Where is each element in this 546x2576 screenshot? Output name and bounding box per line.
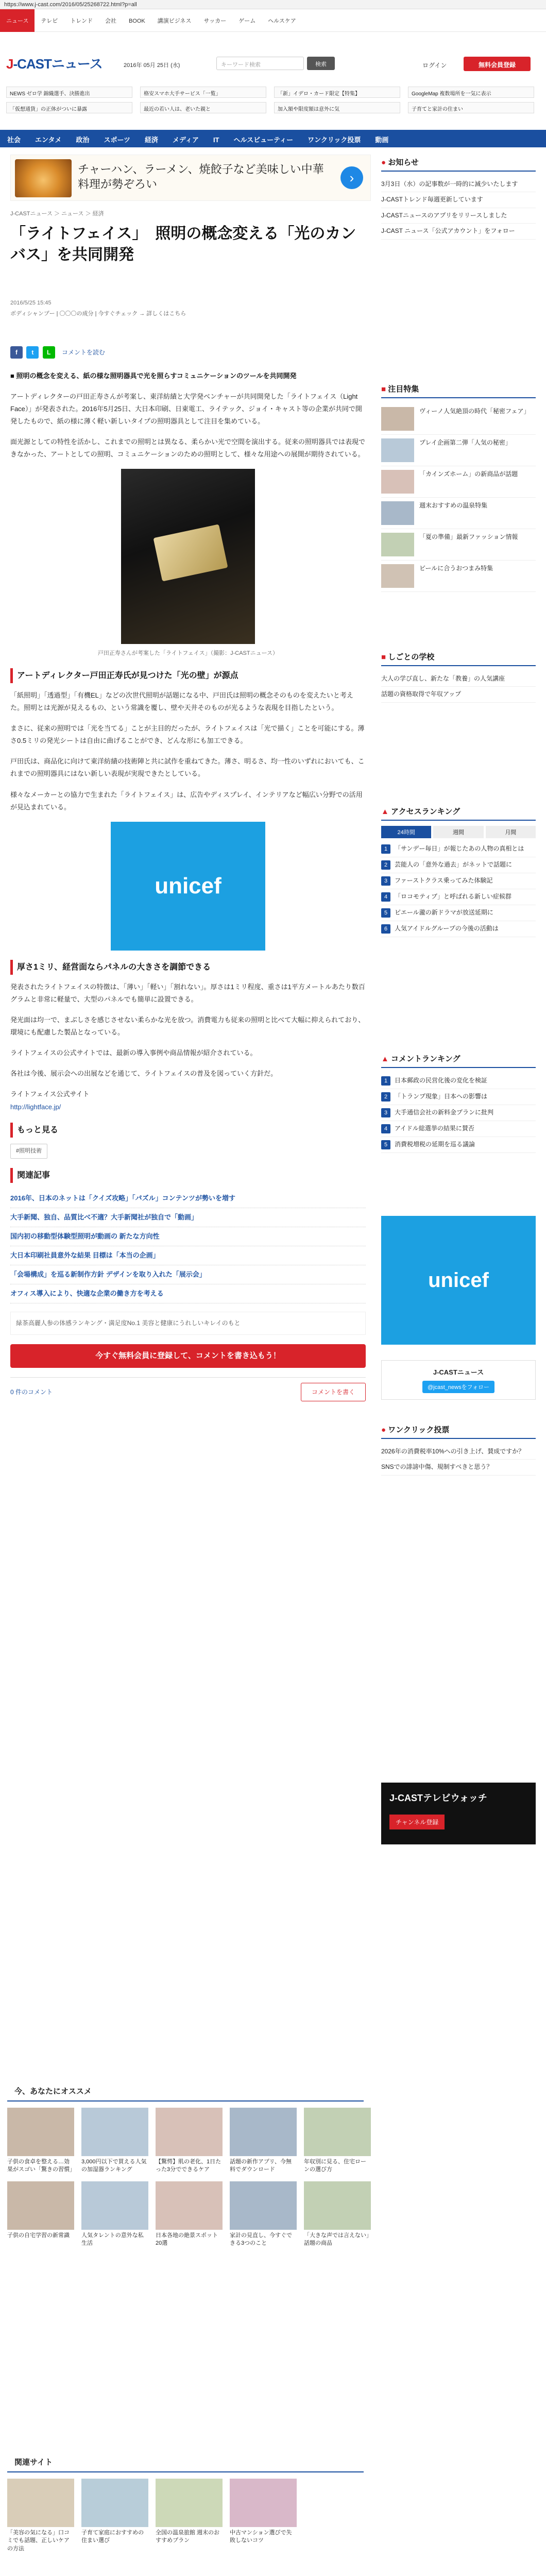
unicef-logo: unicef — [428, 1269, 489, 1292]
notice-item[interactable]: J-CAST ニュース「公式アカウント」をフォロー — [381, 224, 536, 239]
section-heading: アートディレクター戸田正寿氏が見つけた「光の壁」が源点 — [10, 668, 366, 684]
paragraph: 戸田氏は、商品化に向けて東洋紡績の技術陣と共に試作を重ねてきた。薄さ、明るさ、均一性のいずれにおいても、これまでの照明器具にはない新しい表現が実現できたとしている。 — [10, 757, 365, 778]
ranking-title: ピエール瀧の新ドラマが放送延期に — [395, 909, 493, 916]
recommend-title: 【驚愕】肌の老化、1日たった3分でできるケア — [156, 2159, 221, 2173]
recommend-thumb — [304, 2181, 371, 2230]
write-comment-button[interactable]: コメントを書く — [301, 1383, 366, 1401]
recommend-item[interactable] — [81, 2181, 148, 2248]
feature-thumb — [381, 407, 414, 431]
category-nav-item[interactable]: エンタメ — [35, 136, 62, 144]
ranking-heading: ▲ アクセスランキング — [381, 804, 536, 821]
promo-link[interactable]: GoogleMap 複数場所を一気に表示 — [408, 87, 534, 98]
paragraph: 各社は今後、展示会への出展などを通じて、ライトフェイスの普及を図っていく方針だ。 — [10, 1070, 278, 1078]
ranking-title: 日本郵政の民営化後の変化を検証 — [395, 1077, 488, 1084]
school-block — [381, 649, 536, 703]
site-title: 中古マンション選びで失敗しないコツ — [230, 2530, 292, 2544]
comment-ranking-item[interactable] — [381, 1137, 536, 1153]
search-input[interactable]: キーワード検索 — [216, 57, 304, 70]
ranking-title: アイドル総選挙の結果に賛否 — [395, 1125, 474, 1132]
paragraph: ライトフェイスの公式サイトでは、最新の導入事例や商品情報が紹介されている。 — [10, 1049, 257, 1057]
top-nav-item[interactable]: ゲーム — [238, 18, 256, 24]
site-thumb — [81, 2479, 148, 2527]
promo-link[interactable]: 子育てと家計の住まい — [408, 102, 534, 113]
tag[interactable]: #照明技術 — [10, 1144, 47, 1158]
paragraph: まさに、従来の照明では「光を当てる」ことが主目的だったが、ライトフェイスは「光で描く」ことを可能にする。薄さ0.5ミリの発光シートは自由に曲げることができ、どんな形にも加工できる。 — [10, 724, 365, 745]
related-sites — [0, 2452, 371, 2553]
category-nav-item[interactable]: ワンクリック投票 — [308, 136, 361, 144]
header-date: 2016年 05月 25日 (水) — [124, 62, 180, 69]
sites-grid — [0, 2479, 371, 2553]
ranking-title: 「サンデー毎日」が報じたあの人物の真相とは — [395, 845, 524, 852]
register-button[interactable]: 無料会員登録 — [464, 57, 531, 71]
recommend-item[interactable] — [81, 2108, 148, 2174]
related-article-link[interactable]: 「会場構成」を巡る新制作方針 デザインを取り入れた「展示会」 — [10, 1265, 366, 1284]
article-photo[interactable] — [121, 469, 255, 644]
rank-number: 4 — [381, 1124, 390, 1133]
recommend-item[interactable] — [230, 2108, 297, 2174]
logo-text: -CASTニュース — [13, 56, 103, 72]
site-item[interactable] — [81, 2479, 148, 2553]
ranking-title: 人気アイドルグループの今後の活動は — [395, 925, 499, 932]
category-nav-item[interactable]: ヘルスビューティー — [233, 136, 294, 144]
feature-title: 「夏の準備」最新ファッション情報 — [419, 533, 518, 540]
login-link[interactable]: ログイン — [422, 62, 447, 69]
recommend-thumb — [156, 2108, 223, 2156]
recommend-item[interactable] — [7, 2181, 74, 2248]
related-article-link[interactable]: 大日本印刷社員意外な結果 目標は「本当の企画」 — [10, 1246, 366, 1265]
comment-ranking-item[interactable] — [381, 1073, 536, 1089]
site-title: 「美容の気になる」口コミでも話題、正しいケアの方法 — [7, 2530, 70, 2552]
chevron-right-icon[interactable]: › — [340, 166, 363, 189]
article-body — [10, 370, 366, 1401]
related-heading: 関連記事 — [10, 1168, 366, 1183]
recommend-title: 家計の見直し、今すぐできる3つのこと — [230, 2232, 292, 2247]
rank-number: 3 — [381, 1108, 390, 1117]
category-nav-item[interactable]: 社会 — [7, 136, 21, 144]
ranking-item[interactable] — [381, 857, 536, 873]
rank-number: 2 — [381, 1092, 390, 1101]
ranking-item[interactable] — [381, 873, 536, 889]
category-nav — [0, 130, 546, 147]
rank-number: 2 — [381, 860, 390, 870]
feature-item[interactable] — [381, 498, 536, 529]
unicef-ad[interactable] — [111, 822, 265, 951]
school-heading: ■ しごとの学校 — [381, 649, 536, 666]
feature-thumb — [381, 564, 414, 588]
related-article-link[interactable]: 大手新聞、独自、品質比べ不適？大手新聞社が独自で「動画」 — [10, 1208, 366, 1227]
ranking-title: ファーストクラス乗ってみた体験記 — [395, 877, 493, 884]
ranking-title: 消費税増税の延期を巡る議論 — [395, 1141, 475, 1148]
twitter-title: J-CASTニュース — [433, 1368, 484, 1376]
category-nav-item[interactable]: 経済 — [145, 136, 159, 144]
feature-item[interactable] — [381, 403, 536, 435]
publish-date: 2016/5/25 15:45 — [10, 300, 52, 306]
comment-ranking-heading: ▲ コメントランキング — [381, 1051, 536, 1068]
vote-block — [381, 1422, 536, 1476]
recommend-thumb — [304, 2108, 371, 2156]
comment-link[interactable]: コメントを読む — [62, 349, 106, 356]
top-nav-item[interactable]: サッカー — [203, 18, 227, 24]
sites-heading: 関連サイト — [7, 2452, 364, 2472]
recommend-section — [0, 2081, 371, 2248]
search-button[interactable]: 検索 — [307, 57, 335, 70]
official-site-link[interactable]: http://lightface.jp/ — [10, 1103, 61, 1111]
article-lead: ■ 照明の概念を変える、紙の様な照明器具で光を照らすコミュニケーションのツールを共同開発 — [10, 372, 297, 380]
text-ad-row[interactable]: ボディシャンプー | 〇〇〇の成分 | 今すぐチェック → 詳しくはこちら — [10, 311, 186, 317]
rank-number: 3 — [381, 876, 390, 886]
paragraph: 「紙照明」「透過型」「有機EL」などの次世代照明が話題になる中、戸田氏は照明の概念そのものを変えたいと考えた。照明とは光源が見えるもの、という常識を覆し、壁や天井そのものが光るような表現を目指したという。 — [10, 691, 353, 712]
school-item[interactable]: 話題の資格取得で年収アップ — [381, 687, 536, 702]
recommend-item[interactable] — [304, 2108, 371, 2174]
recommend-grid — [0, 2108, 371, 2248]
ranking-title: 大手通信会社の新料金プランに批判 — [395, 1109, 494, 1116]
rank-number: 5 — [381, 908, 390, 918]
line-icon[interactable]: L — [43, 346, 55, 359]
feature-thumb — [381, 501, 414, 525]
category-nav-item[interactable]: スポーツ — [104, 136, 130, 144]
comment-ranking-item[interactable] — [381, 1089, 536, 1105]
top-nav-item[interactable]: 会社 — [105, 18, 116, 24]
recommend-title: 年収別に見る、住宅ローンの選び方 — [304, 2159, 366, 2173]
feature-title: プレイ企画第二弾「人気の秘密」 — [419, 439, 511, 446]
comment-ranking-item[interactable] — [381, 1105, 536, 1121]
recommend-thumb — [230, 2108, 297, 2156]
recommend-title: 子供の食卓を整える…効果がスゴい「驚きの習慣」 — [7, 2159, 75, 2173]
feature-thumb — [381, 438, 414, 462]
breadcrumb[interactable]: J-CASTニュース ＞ ニュース ＞ 経済 — [10, 211, 104, 217]
section-heading: 厚さ1ミリ、経営面ならパネルの大きさを調節できる — [10, 960, 366, 975]
rank-number: 4 — [381, 892, 390, 902]
recommend-heading: 今、あなたにオススメ — [7, 2081, 364, 2102]
related-article-link[interactable]: 2016年、日本のネットは「クイズ攻略」「パズル」コンテンツが勢いを増す — [10, 1189, 366, 1208]
feature-item[interactable] — [381, 435, 536, 466]
feature-thumb — [381, 470, 414, 494]
recommend-item[interactable] — [156, 2108, 223, 2174]
notice-item[interactable]: J-CASTトレンド毎週更新しています — [381, 192, 536, 208]
site-item[interactable] — [156, 2479, 223, 2553]
site-title: 子育て家庭におすすめの住まい選び — [81, 2530, 144, 2544]
ad-image — [15, 159, 72, 197]
recommend-title: 日本各地の絶景スポット 20選 — [156, 2232, 218, 2247]
feature-thumb — [381, 533, 414, 556]
top-nav-item[interactable]: 講演ビジネス — [157, 18, 192, 24]
notice-heading: ● お知らせ — [381, 155, 536, 172]
recommend-item[interactable] — [304, 2181, 371, 2248]
unicef-ad[interactable] — [381, 1216, 536, 1345]
recommend-thumb — [81, 2181, 148, 2230]
photo-caption: 戸田正寿さんが考案した「ライトフェイス」（撮影：J-CASTニュース） — [97, 650, 279, 657]
feature-title: ビールに合うおつまみ特集 — [419, 565, 493, 572]
promo-links — [0, 83, 546, 124]
recommend-thumb — [81, 2108, 148, 2156]
official-site — [10, 1088, 366, 1113]
school-item[interactable]: 大人の学び直し、新たな「教養」の人気講座 — [381, 671, 536, 687]
ranking-title: 「ロコモティブ」と呼ばれる新しい症候群 — [395, 893, 512, 900]
feature-title: ヴィーノ人気絶頂の時代「秘密フェア」 — [419, 408, 530, 415]
comment-ranking-block — [381, 1051, 536, 1153]
category-nav-item[interactable]: 動画 — [375, 136, 389, 144]
site-logo[interactable] — [6, 54, 103, 73]
top-nav-item[interactable]: ニュース — [0, 9, 35, 32]
site-title: 全国の温泉旅館 週末のおすすめプラン — [156, 2530, 220, 2544]
facebook-icon[interactable]: f — [10, 346, 23, 359]
subscribe-button[interactable]: チャンネル登録 — [389, 1815, 445, 1829]
recommend-title: 話題の新作アプリ、今無料でダウンロード — [230, 2159, 292, 2173]
unicef-logo: unicef — [155, 873, 221, 899]
logo-j: J — [6, 56, 13, 72]
rank-number: 1 — [381, 1076, 390, 1086]
side-unicef[interactable] — [381, 1216, 536, 1345]
promo-link[interactable]: 最近の若い人は、老いた親と — [140, 102, 266, 113]
vote-heading: ● ワンクリック投票 — [381, 1422, 536, 1439]
related-article-link[interactable]: オフィス導入により、快適な企業の働き方を考える — [10, 1284, 366, 1303]
ranking-tab[interactable]: 24時間 — [381, 826, 431, 838]
top-nav-item[interactable]: テレビ — [41, 18, 58, 24]
top-ad[interactable] — [10, 155, 371, 201]
tags-heading: もっと見る — [10, 1123, 366, 1138]
rank-number: 6 — [381, 924, 390, 934]
main-column — [10, 155, 371, 2071]
recommend-title: 3,000円以下で買える人気の加湿器ランキング — [81, 2159, 147, 2173]
comment-ranking-item[interactable] — [381, 1121, 536, 1137]
site-thumb — [7, 2479, 74, 2527]
rank-number: 1 — [381, 844, 390, 854]
tag-list — [10, 1144, 366, 1158]
top-nav — [0, 9, 546, 32]
promo-link[interactable]: 加入額や限度額は意外に気 — [274, 102, 400, 113]
feature-block — [381, 381, 536, 592]
recommend-item[interactable] — [230, 2181, 297, 2248]
top-nav-item[interactable]: トレンド — [70, 18, 93, 24]
category-nav-item[interactable]: メディア — [173, 136, 199, 144]
official-site-label: ライトフェイス公式サイト — [10, 1090, 90, 1098]
related-list — [10, 1189, 366, 1303]
recommend-thumb — [230, 2181, 297, 2230]
rank-number: 5 — [381, 1140, 390, 1149]
promo-link[interactable]: 「新」イデロ・カード限定【特集】 — [274, 87, 400, 98]
top-nav-item[interactable]: BOOK — [128, 18, 145, 24]
ad-text: チャーハン、ラーメン、焼餃子など美味しい中華料理が勢ぞろい — [78, 163, 324, 191]
notice-item[interactable]: J-CASTニュースのアプリをリリースしました — [381, 208, 536, 224]
recommend-title: 人気タレントの意外な私生活 — [81, 2232, 144, 2247]
feature-item[interactable] — [381, 466, 536, 498]
site-thumb — [230, 2479, 297, 2527]
paragraph: 発表されたライトフェイスの特徴は、「薄い」「軽い」「割れない」。厚さは1ミリ程度、重さは1平方メートルあたり数百グラムと非常に軽量で、大型のパネルでも簡単に設置できる。 — [10, 983, 365, 1004]
light-panel — [153, 524, 228, 582]
related-article-link[interactable]: 国内初の移動型体験型照明が動画の 新たな方向性 — [10, 1227, 366, 1246]
jcast-tv-block[interactable] — [381, 1783, 536, 1844]
ranking-title: 芸能人の「意外な過去」がネットで話題に — [395, 861, 513, 868]
feature-item[interactable] — [381, 529, 536, 561]
recommend-thumb — [156, 2181, 223, 2230]
recommend-title: 子供の自宅学習の新常識 — [7, 2232, 70, 2239]
vote-item[interactable]: SNSでの誹謗中傷、規制すべきと思う？ — [381, 1460, 536, 1475]
mid-ad[interactable]: 緑茶高麗人参の体感ランキング・満足度No.1 美容と健康にうれしいキレイのもと — [10, 1312, 366, 1334]
notice-item[interactable]: 3月3日（水）の記事数が一時的に減少いたします — [381, 177, 536, 192]
category-nav-item[interactable]: 政治 — [76, 136, 90, 144]
twitter-block — [381, 1360, 536, 1400]
recommend-thumb — [7, 2181, 74, 2230]
paragraph: 面光源としての特性を活かし、これまでの照明とは異なる、柔らかい光で空間を演出する。従来の照明器具では表現できなかった、アートとしての照明、コミュニケーションのための照明として、様々な用途への展開が期待されている。 — [10, 438, 366, 459]
paragraph: 発光面は均一で、まぶしさを感じさせない柔らかな光を放つ。消費電力も従来の照明と比べて大幅に抑えられており、環境にも配慮した製品となっている。 — [10, 1016, 365, 1037]
site-thumb — [156, 2479, 223, 2527]
category-nav-item[interactable]: IT — [213, 136, 219, 144]
recommend-item[interactable] — [156, 2181, 223, 2248]
notice-block — [381, 155, 536, 240]
ranking-item[interactable] — [381, 921, 536, 937]
url-bar: https://www.j-cast.com/2016/05/25268722.html?p=all — [0, 0, 546, 9]
top-nav-item[interactable]: ヘルスケア — [268, 18, 296, 24]
feature-title: 週末おすすめの温泉特集 — [419, 502, 488, 509]
ranking-tab[interactable]: 週間 — [433, 826, 483, 838]
twitter-icon[interactable]: t — [26, 346, 39, 359]
register-cta-button[interactable]: 今すぐ無料会員に登録して、コメントを書き込もう！ — [10, 1344, 366, 1368]
ranking-title: 「トランプ現象」日本への影響は — [395, 1093, 488, 1100]
promo-link[interactable]: 「仮想通貨」の正体がついに暴露 — [6, 102, 132, 113]
feature-title: 「カインズホーム」の新商品が話題 — [419, 470, 518, 478]
jcast-tv-title: J-CASTテレビウォッチ — [389, 1793, 487, 1803]
feature-heading: ■ 注目特集 — [381, 381, 536, 398]
feature-item[interactable] — [381, 561, 536, 592]
comment-count[interactable]: 0 件のコメント — [10, 1388, 53, 1396]
site-item[interactable] — [230, 2479, 297, 2553]
twitter-follow-button[interactable]: @jcast_newsをフォロー — [422, 1381, 494, 1393]
site-item[interactable] — [7, 2479, 74, 2553]
ranking-item[interactable] — [381, 889, 536, 905]
recommend-item[interactable] — [7, 2108, 74, 2174]
paragraph: アートディレクターの戸田正寿さんが考案し、東洋紡績と大学発ベンチャーが共同開発した「ライトフェイス（Light Face）」が発表された。2016年5月25日、大日本印刷、日東電工、ライテック、ジョイ・キャスト等の企業が共同で開発したもので、紙の様に薄く軽い新しいタイプの照明器具として注目を集めている。 — [10, 393, 362, 426]
vote-item[interactable]: 2026年の消費税率10%への引き上げ、賛成ですか？ — [381, 1444, 536, 1460]
ranking-item[interactable] — [381, 841, 536, 857]
share-bar — [10, 346, 371, 362]
ranking-block — [381, 804, 536, 937]
promo-link[interactable]: NEWS ゼロ学 錦織選手、決勝進出 — [6, 87, 132, 98]
page-title: 「ライトフェイス」 照明の概念変える「光のカンバス」を共同開発 — [10, 225, 356, 263]
recommend-thumb — [7, 2108, 74, 2156]
paragraph: 様々なメーカーとの協力で生まれた「ライトフェイス」は、広告やディスプレイ、インテリアなど幅広い分野での活用が見込まれている。 — [10, 790, 363, 811]
recommend-title: 「大きな声では言えない」話題の商品 — [304, 2232, 369, 2247]
info-icon: ● — [381, 158, 388, 167]
promo-link[interactable]: 格安スマホ大手サービス「一覧」 — [140, 87, 266, 98]
ranking-tab[interactable]: 月間 — [486, 826, 536, 838]
ranking-item[interactable] — [381, 905, 536, 921]
